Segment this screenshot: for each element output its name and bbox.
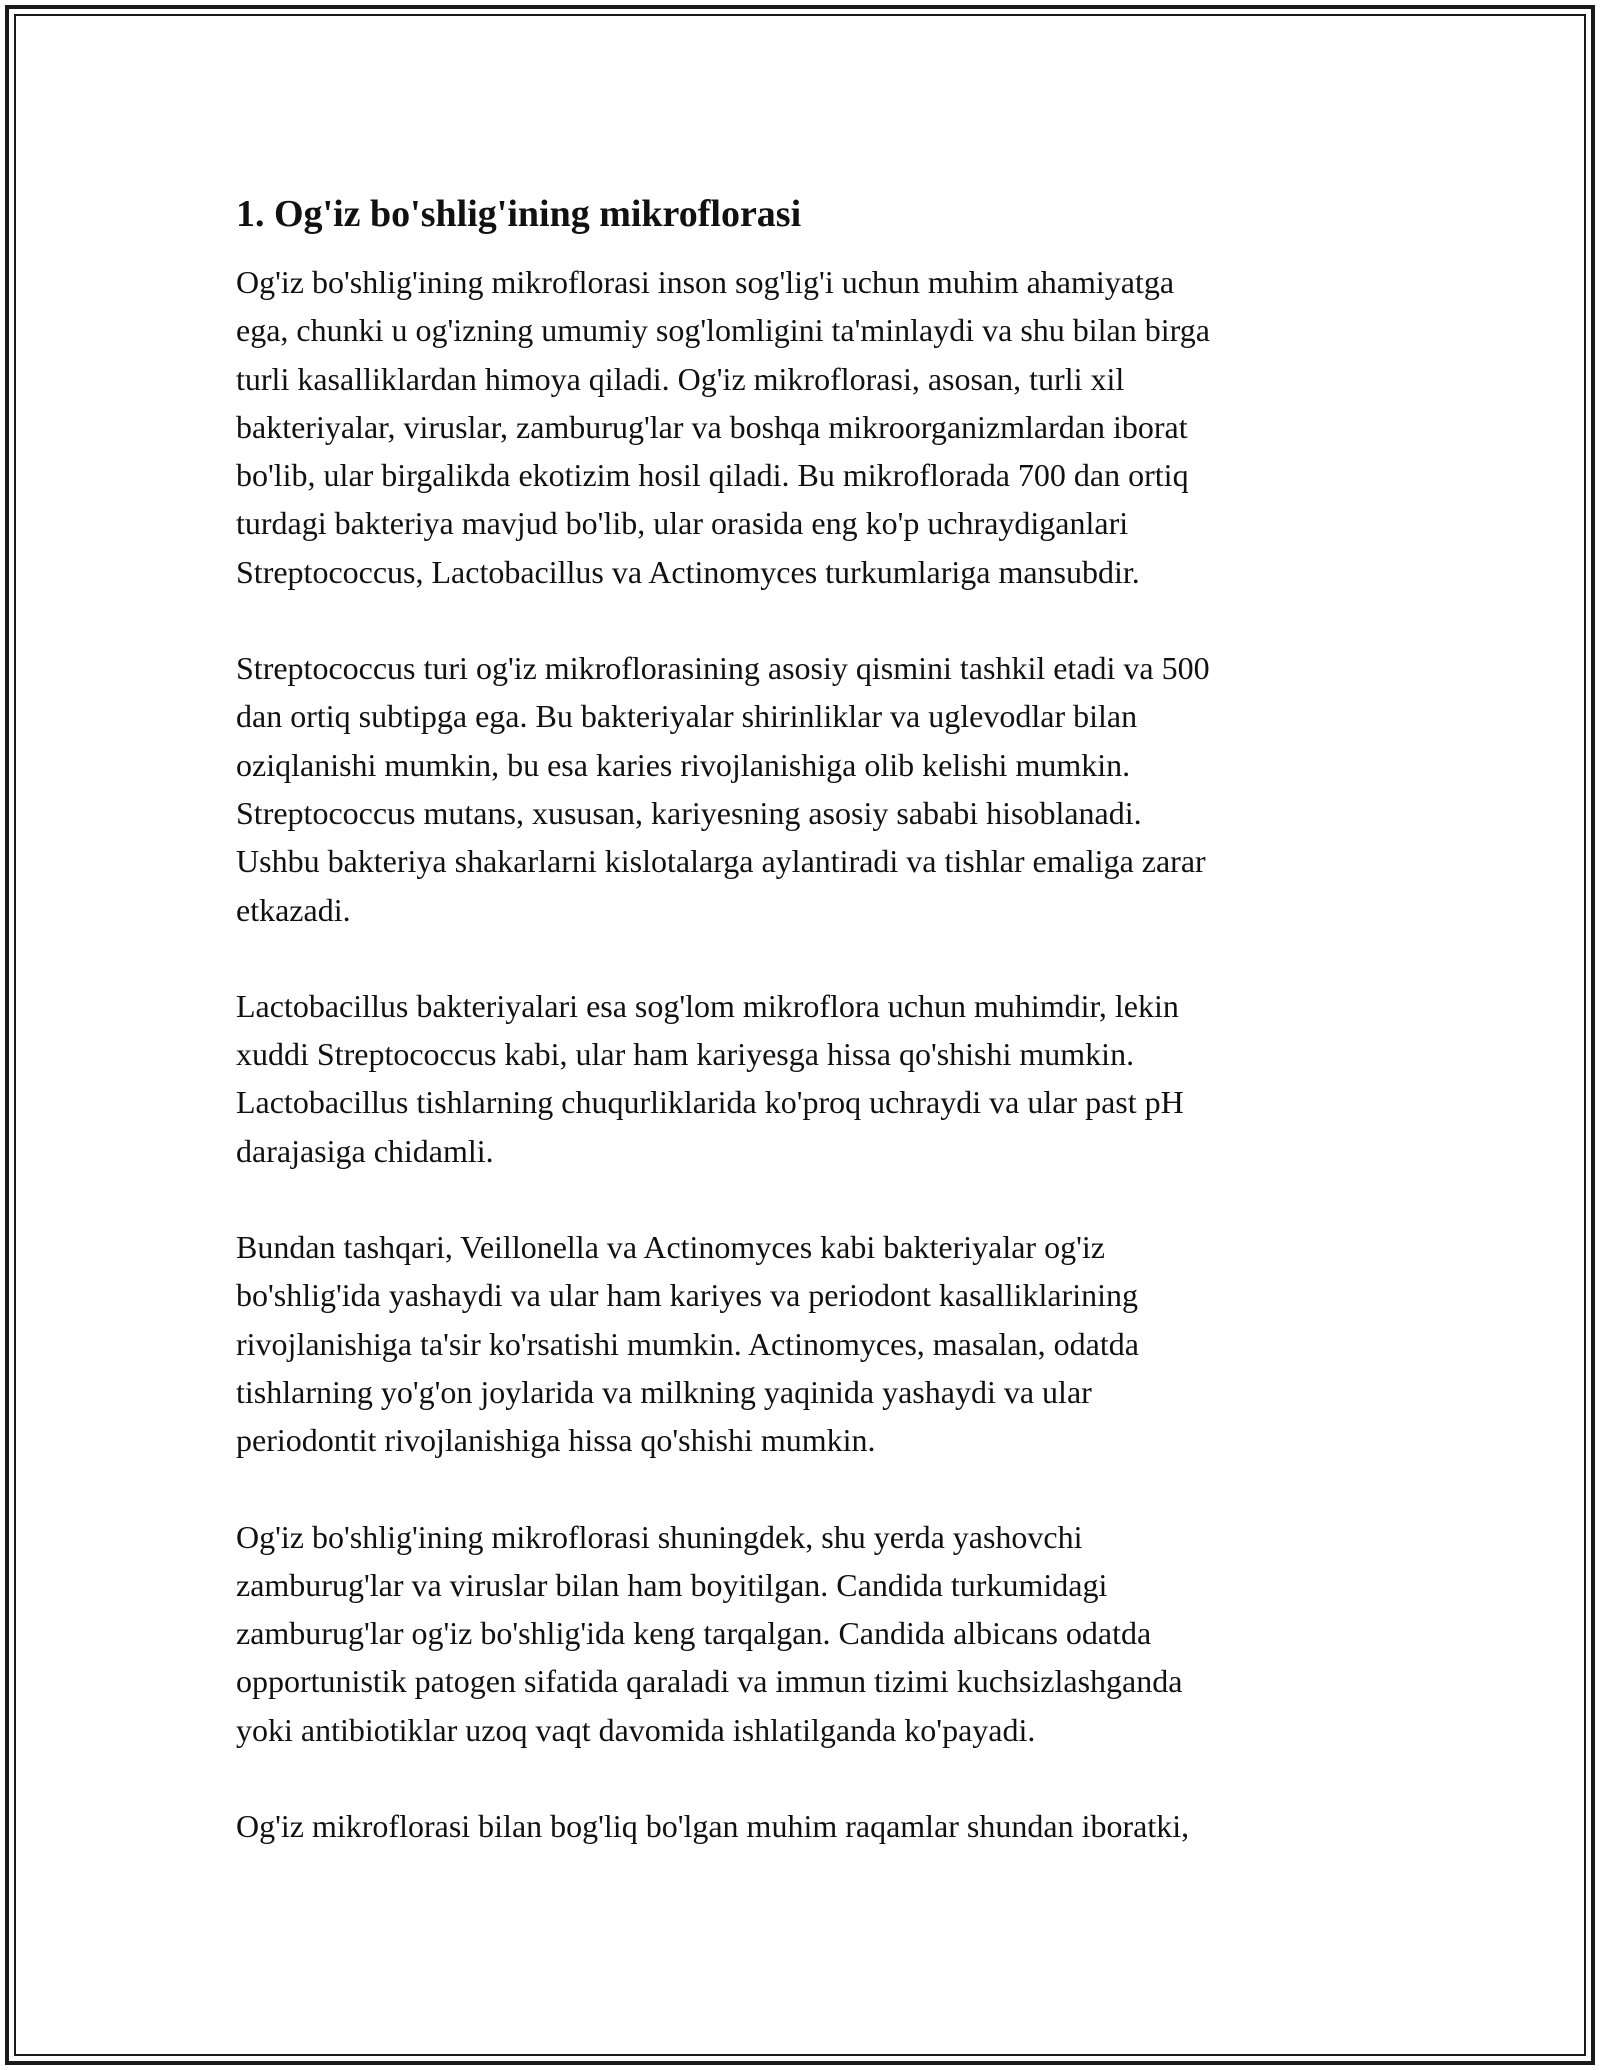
text-line: tishlarning yo'g'on joylarida va milkning yaqinida yashaydi va ular	[236, 1373, 1092, 1410]
text-line: Streptococcus mutans, xususan, kariyesning asosiy sababi hisoblanadi.	[236, 794, 1142, 831]
text-line: xuddi Streptococcus kabi, ular ham kariyesga hissa qo'shishi mumkin.	[236, 1036, 1135, 1073]
text-line: Og'iz bo'shlig'ining mikroflorasi inson sog'lig'i uchun muhim ahamiyatga	[236, 264, 1175, 300]
text-line: bo'lib, ular birgalikda ekotizim hosil qiladi. Bu mikroflorada 700 dan ortiq	[236, 457, 1189, 494]
text-line: rivojlanishiga ta'sir ko'rsatishi mumkin. Actinomyces, masalan, odatda	[236, 1325, 1139, 1362]
text-line: opportunistik patogen sifatida qaraladi va immun tizimi kuchsizlashganda	[236, 1663, 1183, 1700]
text-line: bo'shlig'ida yashaydi va ular ham kariyes va periodont kasalliklarining	[236, 1277, 1138, 1314]
text-line: oziqlanishi mumkin, bu esa karies rivojlanishiga olib kelishi mumkin.	[236, 746, 1131, 783]
text-line: periodontit rivojlanishiga hissa qo'shishi mumkin.	[236, 1422, 876, 1459]
text-line: Ushbu bakteriya shakarlarni kislotalarga aylantiradi va tishlar emaliga zarar	[236, 843, 1206, 880]
paragraph-3	[236, 982, 1366, 1175]
text-line: Og'iz bo'shlig'ining mikroflorasi shuningdek, shu yerda yashovchi	[236, 1518, 1083, 1555]
text-line: Lactobacillus tishlarning chuqurliklarida ko'proq uchraydi va ular past pH	[236, 1084, 1184, 1121]
text-line: turli kasalliklardan himoya qiladi. Og'iz mikroflorasi, asosan, turli xil	[236, 360, 1125, 397]
text-line: yoki antibiotiklar uzoq vaqt davomida ishlatilganda ko'payadi.	[236, 1711, 1036, 1748]
text-line: ega, chunki u og'izning umumiy sog'lomligini ta'minlaydi va shu bilan birga	[236, 312, 1210, 349]
document-body	[236, 186, 1366, 1898]
text-line: Streptococcus turi og'iz mikroflorasining asosiy qismini tashkil etadi va 500	[236, 650, 1210, 687]
text-line: Og'iz mikroflorasi bilan bog'liq bo'lgan muhim raqamlar shundan iboratki,	[236, 1808, 1190, 1845]
text-line: zamburug'lar va viruslar bilan ham boyitilgan. Candida turkumidagi	[236, 1566, 1108, 1603]
text-line: etkazadi.	[236, 891, 351, 928]
paragraph-6	[236, 1802, 1366, 1850]
text-line: dan ortiq subtipga ega. Bu bakteriyalar shirinliklar va uglevodlar bilan	[236, 698, 1138, 735]
text-line: Bundan tashqari, Veillonella va Actinomyces kabi bakteriyalar og'iz	[236, 1229, 1105, 1266]
text-line: bakteriyalar, viruslar, zamburug'lar va boshqa mikroorganizmlardan iborat	[236, 408, 1188, 445]
paragraph-1	[236, 258, 1366, 596]
text-line: turdagi bakteriya mavjud bo'lib, ular orasida eng ko'p uchraydiganlari	[236, 505, 1129, 542]
text-line: Lactobacillus bakteriyalari esa sog'lom mikroflora uchun muhimdir, lekin	[236, 987, 1179, 1024]
text-line: zamburug'lar og'iz bo'shlig'ida keng tarqalgan. Candida albicans odatda	[236, 1615, 1152, 1652]
paragraph-2	[236, 644, 1366, 934]
text-line: darajasiga chidamli.	[236, 1132, 494, 1169]
paragraph-4	[236, 1223, 1366, 1464]
text-line: Streptococcus, Lactobacillus va Actinomyces turkumlariga mansubdir.	[236, 553, 1140, 590]
section-heading: 1. Og'iz bo'shlig'ining mikroflorasi	[236, 193, 802, 235]
paragraph-5	[236, 1513, 1366, 1754]
